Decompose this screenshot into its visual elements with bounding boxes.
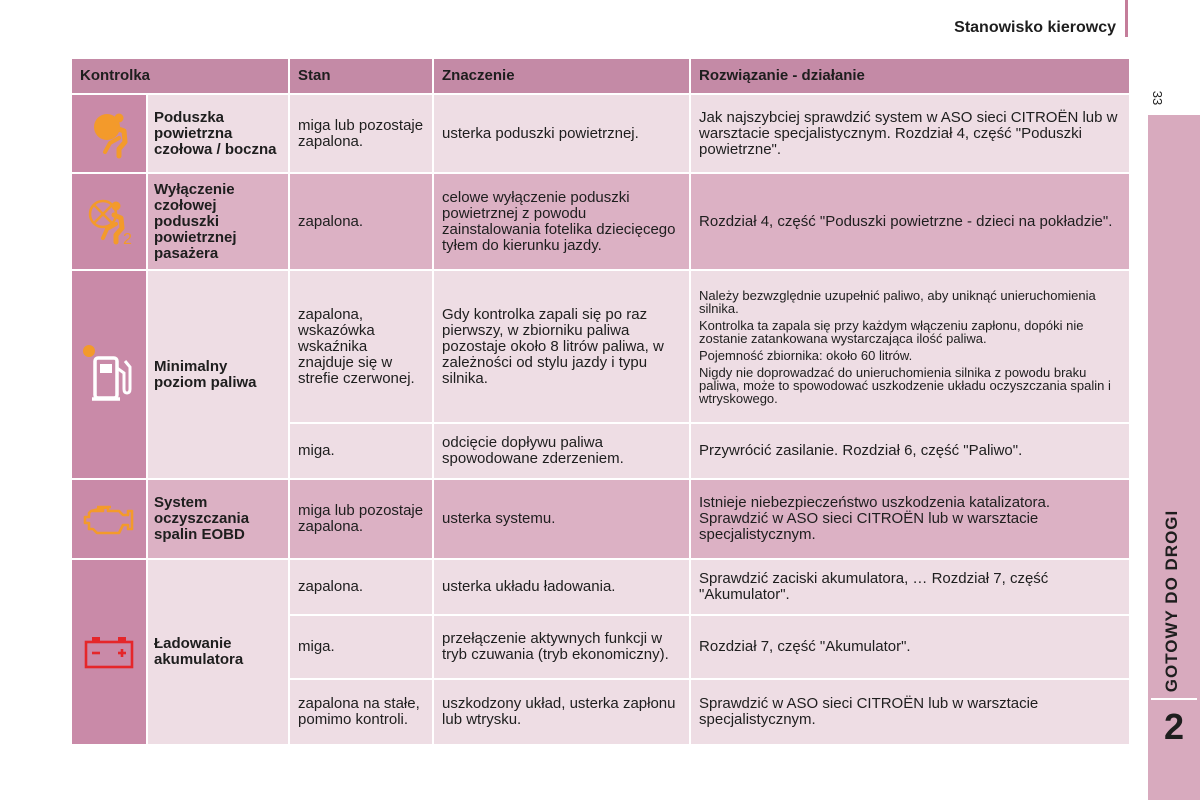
group-fuel: [71, 270, 1130, 479]
rozwiazanie-paragraph: Nigdy nie doprowadzać do unieruchomienia silnika z powodu braku paliwa, może to spowodować uszkodzenie układu oczyszczania spalin i wtryskowego.: [699, 364, 1111, 406]
stan-cell: zapalona, wskazówka wskaźnika znajduje się w strefie czerwonej.: [289, 270, 433, 423]
group-airbag: [71, 94, 1130, 173]
header-kontrolka: Kontrolka: [71, 58, 289, 94]
rozwiazanie-cell: Jak najszybciej sprawdzić system w ASO sieci CITROËN lub w warsztacie specjalistycznym. Rozdział 4, część "Poduszki powietrzne".: [690, 94, 1130, 173]
rozwiazanie-cell: Rozdział 4, część "Poduszki powietrzne - dzieci na pokładzie".: [690, 173, 1130, 270]
table-header-row: [71, 58, 1130, 94]
table-row: [71, 479, 1130, 559]
kontrolka-name: System oczyszczania spalin EOBD: [147, 479, 289, 559]
battery-icon: [83, 634, 135, 670]
znaczenie-cell: uszkodzony układ, usterka zapłonu lub wtrysku.: [433, 679, 690, 745]
stan-cell: zapalona.: [289, 559, 433, 615]
kontrolka-name: Poduszka powietrzna czołowa / boczna: [147, 94, 289, 173]
rozwiazanie-cell: Przywrócić zasilanie. Rozdział 6, część "Paliwo".: [690, 423, 1130, 479]
znaczenie-cell: usterka systemu.: [433, 479, 690, 559]
rozwiazanie-cell: Rozdział 7, część "Akumulator".: [690, 615, 1130, 679]
rozwiazanie-paragraph: Pojemność zbiornika: około 60 litrów.: [699, 347, 913, 363]
stan-cell: miga.: [289, 615, 433, 679]
airbag-off-icon: [81, 194, 137, 250]
table-row: [71, 173, 1130, 270]
group-airbag-off: [71, 173, 1130, 270]
engine-icon: [81, 499, 137, 539]
warning-lights-table: [70, 57, 1131, 746]
znaczenie-cell: odcięcie dopływu paliwa spowodowane zderzeniem.: [433, 423, 690, 479]
rozwiazanie-cell: Istnieje niebezpieczeństwo uszkodzenia katalizatora. Sprawdzić w ASO sieci CITROËN lub w warsztacie specjalistycznym.: [690, 479, 1130, 559]
icon-cell: [71, 270, 147, 479]
rozwiazanie-paragraph: Kontrolka ta zapala się przy każdym włączeniu zapłonu, dopóki nie zostanie zatankowana wystarczająca ilość paliwa.: [699, 317, 1084, 346]
rozwiazanie-paragraph: Należy bezwzględnie uzupełnić paliwo, aby uniknąć unieruchomienia silnika.: [699, 287, 1096, 316]
chapter-tab-label: GOTOWY DO DROGI: [1162, 509, 1181, 693]
znaczenie-cell: Gdy kontrolka zapali się po raz pierwszy, w zbiorniku paliwa pozostaje około 8 litrów paliwa, w zależności od stylu jazdy i typu silnika.: [433, 270, 690, 423]
page-header-title: Stanowisko kierowcy: [954, 19, 1116, 36]
icon-cell: [71, 94, 147, 173]
table-row: [71, 270, 1130, 423]
stan-cell: miga lub pozostaje zapalona.: [289, 479, 433, 559]
icon-cell: [71, 173, 147, 270]
kontrolka-name: Wyłączenie czołowej poduszki powietrznej pasażera: [147, 173, 289, 270]
icon-cell: [71, 479, 147, 559]
header-stan: Stan: [289, 58, 433, 94]
znaczenie-cell: przełączenie aktywnych funkcji w tryb czuwania (tryb ekonomiczny).: [433, 615, 690, 679]
rozwiazanie-cell: Sprawdzić zaciski akumulatora, … Rozdział 7, część "Akumulator".: [690, 559, 1130, 615]
rozwiazanie-cell: [690, 270, 1130, 423]
rozwiazanie-cell: Sprawdzić w ASO sieci CITROËN lub w warsztacie specjalistycznym.: [690, 679, 1130, 745]
chapter-tab-divider: [1151, 698, 1197, 700]
header-znaczenie: Znaczenie: [433, 58, 690, 94]
group-battery: [71, 559, 1130, 745]
znaczenie-cell: usterka układu ładowania.: [433, 559, 690, 615]
table-row: [71, 559, 1130, 615]
airbag-icon: [83, 108, 135, 160]
kontrolka-name: Minimalny poziom paliwa: [147, 270, 289, 479]
icon-cell: [71, 559, 147, 745]
page-number: 33: [1150, 90, 1165, 106]
kontrolka-name: Ładowanie akumulatora: [147, 559, 289, 745]
stan-cell: zapalona na stałe, pomimo kontroli.: [289, 679, 433, 745]
header-rule: [1125, 0, 1128, 37]
znaczenie-cell: celowe wyłączenie poduszki powietrznej z powodu zainstalowania fotelika dziecięcego tyłem do kierunku jazdy.: [433, 173, 690, 270]
stan-cell: miga.: [289, 423, 433, 479]
group-eobd: [71, 479, 1130, 559]
fuel-pump-icon: [81, 343, 137, 407]
stan-cell: zapalona.: [289, 173, 433, 270]
svg-text:2: 2: [123, 230, 132, 248]
chapter-number: 2: [1163, 706, 1185, 747]
header-rozwiazanie: Rozwiązanie - działanie: [690, 58, 1130, 94]
znaczenie-cell: usterka poduszki powietrznej.: [433, 94, 690, 173]
stan-cell: miga lub pozostaje zapalona.: [289, 94, 433, 173]
table-row: [71, 94, 1130, 173]
